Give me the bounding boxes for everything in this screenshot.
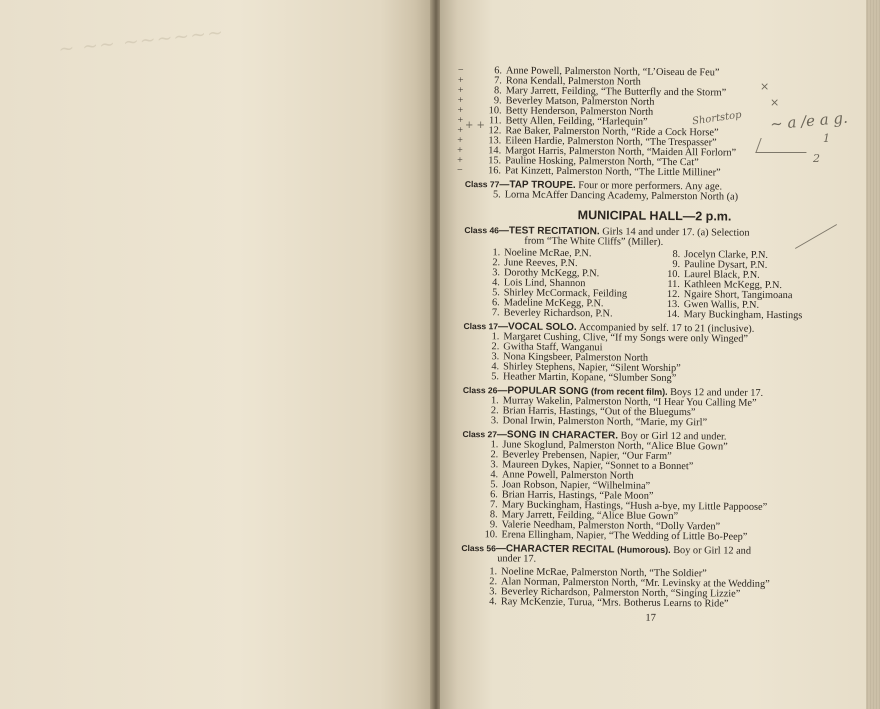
right-column xyxy=(644,250,845,322)
entry-text: Lois Lind, Shannon xyxy=(503,277,586,290)
class-title: —VOCAL SOLO. xyxy=(497,321,577,334)
class-title: —TAP TROUPE. xyxy=(499,179,576,192)
class-title: —CHARACTER RECITAL xyxy=(495,543,615,556)
entry-text: Anne Powell, Palmerston North, “L’Oiseau de Feu” xyxy=(505,65,720,79)
pencil-tick-mark: + xyxy=(457,74,464,86)
entry-number: 5. xyxy=(491,371,500,383)
entry-text: Rona Kendall, Palmerston North xyxy=(505,75,641,88)
page-number: 17 xyxy=(645,612,657,624)
entry-number: 6. xyxy=(491,297,500,309)
entry-number: 13. xyxy=(488,135,502,147)
pencil-cross-mark: × xyxy=(770,96,780,109)
pencil-tick-mark: + xyxy=(457,134,463,146)
entry-text: Pauline Dysart, P.N. xyxy=(684,259,768,271)
entry-text: Laurel Black, P.N. xyxy=(683,269,760,281)
entry-number: 11. xyxy=(488,115,502,127)
entry-number: 8. xyxy=(493,85,502,97)
class-label: Class 27 xyxy=(462,428,498,440)
entry-text: Betty Allen, Feilding, “Harlequin” xyxy=(505,115,648,128)
entry-text: Dorothy McKegg, P.N. xyxy=(503,267,600,280)
entry-number: 12. xyxy=(488,125,502,137)
class-label: Class 56 xyxy=(461,542,496,554)
pencil-margin-marks: + + xyxy=(465,120,485,131)
class-title: —TEST RECITATION. xyxy=(498,225,600,238)
entry-text: Maureen Dykes, Napier, “Sonnet to a Bonnet” xyxy=(502,459,694,473)
entry-row xyxy=(644,310,844,322)
entry-row xyxy=(464,308,644,320)
class-note-continued: from “The White Cliffs” (Miller). xyxy=(524,235,664,248)
entry-text: Erena Ellingham, Napier, “The Wedding of Little Bo-Peep” xyxy=(501,529,748,543)
entry-number: 4. xyxy=(491,361,500,373)
class-note: Four or more performers. Any age. xyxy=(578,180,723,193)
class-note: Boy or Girl 12 and under. xyxy=(620,430,727,443)
class-note: Girls 14 and under 17. (a) Selection xyxy=(602,226,750,239)
entry-number: 5. xyxy=(490,479,499,491)
entry-number: 2. xyxy=(490,405,499,417)
entry-text: Margot Harris, Palmerston North, “Maiden All Forlorn” xyxy=(505,145,737,159)
entry-number: 3. xyxy=(490,459,499,471)
class-46-entries xyxy=(464,248,845,322)
entry-text: June Reeves, P.N. xyxy=(504,257,578,270)
entry-text: Anne Powell, Palmerston North xyxy=(502,469,634,482)
entry-number: 16. xyxy=(488,165,502,177)
class-label: Class 26 xyxy=(462,384,498,396)
entry-text: Pat Kinzett, Palmerston North, “The Little Milliner” xyxy=(504,165,721,179)
entry-number: 1. xyxy=(489,566,498,578)
entry-number: 15. xyxy=(488,155,502,167)
entry-text: Beverley Richardson, Palmerston North, “Singing Lizzie” xyxy=(500,586,741,600)
entry-text: Beverley Richardson, P.N. xyxy=(503,307,613,320)
entry-number: 11. xyxy=(667,278,680,291)
entry-text: Noeline McRae, Palmerston North, “The Soldier” xyxy=(501,566,707,580)
entry-number: 14. xyxy=(488,145,502,157)
entry-number: 9. xyxy=(489,519,498,531)
entry-number: 4. xyxy=(492,277,500,289)
class-note-continued: under 17. xyxy=(497,553,537,565)
class-label: Class 17 xyxy=(463,320,499,332)
entry-number: 5. xyxy=(492,189,501,201)
pencil-rank-number: 1 xyxy=(823,132,830,145)
entry-number: 13. xyxy=(666,298,680,311)
entry-number: 14. xyxy=(666,308,680,321)
entry-number: 7. xyxy=(494,75,502,87)
class-17-entries xyxy=(463,332,843,386)
class-note: Accompanied by self. 17 to 21 (inclusive). xyxy=(578,322,755,335)
page-edges xyxy=(866,0,880,709)
entry-number: 9. xyxy=(672,258,681,271)
class-56-entries xyxy=(461,567,841,611)
entry-number: 10. xyxy=(667,268,681,281)
entry-number: 10. xyxy=(488,105,502,117)
class-note: Boy or Girl 12 and xyxy=(673,545,752,557)
entry-text: Mary Jarrett, Feilding, “The Butterfly and the Storm” xyxy=(505,85,727,99)
pencil-note-shortstop: Shortstop xyxy=(691,109,743,128)
entry-number: 2. xyxy=(491,341,500,353)
entry-text: Mary Jarrett, Feilding, “Alice Blue Gown” xyxy=(501,509,679,523)
class-title: —POPULAR SONG xyxy=(497,385,589,398)
entry-text: Pauline Hosking, Palmerston North, “The Cat” xyxy=(505,155,699,169)
entry-text: Murray Wakelin, Palmerston North, “I Hear You Calling Me” xyxy=(502,395,757,409)
entry-text: Mary Buckingham, Hastings xyxy=(683,309,803,322)
pencil-scribble: ~ a /e a g. xyxy=(769,108,849,134)
entry-text: Brian Harris, Hastings, “Pale Moon” xyxy=(501,489,654,502)
pencil-cross-mark: × xyxy=(760,80,770,93)
entry-number: 6. xyxy=(490,489,498,501)
class-label: Class 77 xyxy=(464,178,500,190)
entry-text: Nona Kingsbeer, Palmerston North xyxy=(503,351,649,364)
class-note: Boys 12 and under 17. xyxy=(670,386,764,399)
left-blank-page xyxy=(0,0,432,709)
entry-number: 1. xyxy=(491,395,499,407)
entry-number: 1. xyxy=(490,439,499,451)
entry-text: June Skoglund, Palmerston North, “Alice Blue Gown” xyxy=(502,439,728,453)
pencil-bracket-line xyxy=(755,138,811,153)
pencil-tick-mark: − xyxy=(456,164,463,176)
entry-text: Mary Buckingham, Hastings, “Hush a-bye, my Little Pappoose” xyxy=(501,499,768,513)
entry-text: Rae Baker, Palmerston North, “Ride a Cock Horse” xyxy=(505,125,719,139)
entry-number: 1. xyxy=(492,247,501,259)
entry-text: Ray McKenzie, Turua, “Mrs. Botherus Learns to Ride” xyxy=(500,596,729,610)
entry-number: 4. xyxy=(490,469,499,481)
pencil-tick-mark: + xyxy=(457,144,463,156)
program-page xyxy=(440,0,880,709)
class-27-entries xyxy=(461,440,842,544)
class-title: —SONG IN CHARACTER. xyxy=(496,429,619,442)
entry-text: Beverley Matson, Palmerston North xyxy=(505,95,655,108)
entry-text: Brian Harris, Hastings, “Out of the Bluegums” xyxy=(502,405,696,419)
entry-text: Betty Henderson, Palmerston North xyxy=(505,105,654,118)
entry-text: Jocelyn Clarke, P.N. xyxy=(684,249,769,261)
entry-number: 5. xyxy=(492,287,500,299)
class-26-entries xyxy=(463,396,843,430)
entry-number: 7. xyxy=(490,499,498,511)
left-column xyxy=(464,248,645,320)
faded-handwritten-inscription: ~ ~~ ~~~~~~ xyxy=(57,21,226,61)
pencil-tick-mark: + xyxy=(457,154,463,166)
entry-text: Alan Norman, Palmerston North, “Mr. Levinsky at the Wedding” xyxy=(500,576,770,590)
entry-number: 2. xyxy=(490,449,499,461)
entry-text: Margaret Cushing, Clive, “If my Songs were only Winged” xyxy=(503,331,749,345)
entry-number: 1. xyxy=(491,331,500,343)
class-label: Class 46 xyxy=(464,224,499,236)
entry-text: Heather Martin, Kopane, “Slumber Song” xyxy=(502,371,677,385)
entry-number: 3. xyxy=(492,267,501,279)
entry-number: 10. xyxy=(484,529,498,541)
entry-number: 2. xyxy=(489,576,498,588)
pencil-rank-number: 2 xyxy=(813,152,820,165)
entry-number: 7. xyxy=(491,307,500,319)
entry-text: Eileen Hardie, Palmerston North, “The Trespasser” xyxy=(505,135,717,149)
entry-text: Ngaire Short, Tangimoana xyxy=(683,289,793,302)
entry-text: Shirley Stephens, Napier, “Silent Worship” xyxy=(503,361,681,375)
entry-text: Madeline McKegg, P.N. xyxy=(503,297,604,310)
class-title-qualifier: (Humorous). xyxy=(617,544,671,555)
entry-text: Noeline McRae, P.N. xyxy=(504,247,592,260)
entry-number: 8. xyxy=(672,248,681,261)
entry-text: Joan Robson, Napier, “Wilhelmina” xyxy=(501,479,651,492)
pencil-tick-mark: + xyxy=(457,114,464,126)
entry-text: Kathleen McKegg, P.N. xyxy=(683,279,783,292)
entry-number: 4. xyxy=(489,596,497,608)
entry-text: Beverley Prebensen, Napier, “Our Farm” xyxy=(502,449,672,462)
entry-number: 9. xyxy=(493,95,502,107)
entry-number: 3. xyxy=(489,586,498,598)
entry-number: 2. xyxy=(492,257,501,269)
session-heading: MUNICIPAL HALL—2 p.m. xyxy=(577,208,732,224)
pencil-tick-mark: + xyxy=(457,124,464,136)
pencil-tick-mark: + xyxy=(457,84,464,96)
entry-number: 12. xyxy=(666,288,680,301)
entry-number: 3. xyxy=(490,415,499,427)
pencil-tick-mark: + xyxy=(457,94,464,106)
entry-number: 8. xyxy=(489,509,498,521)
entry-number: 3. xyxy=(491,351,500,363)
entry-number: 6. xyxy=(494,65,503,77)
entry-text: Gwitha Staff, Wanganui xyxy=(503,341,603,354)
entry-text: Lorna McAffer Dancing Academy, Palmerston North (a) xyxy=(504,189,739,203)
pencil-tick-mark: + xyxy=(457,104,464,116)
entry-text: Shirley McCormack, Feilding xyxy=(503,287,628,300)
pencil-tick-mark: − xyxy=(457,64,464,76)
class-title-qualifier: (from recent film). xyxy=(591,386,668,397)
entry-text: Valerie Needham, Palmerston North, “Dolly Varden” xyxy=(501,519,721,533)
entry-text: Gwen Wallis, P.N. xyxy=(683,299,760,311)
entry-text: Donal Irwin, Palmerston North, “Marie, my Girl” xyxy=(502,415,708,429)
